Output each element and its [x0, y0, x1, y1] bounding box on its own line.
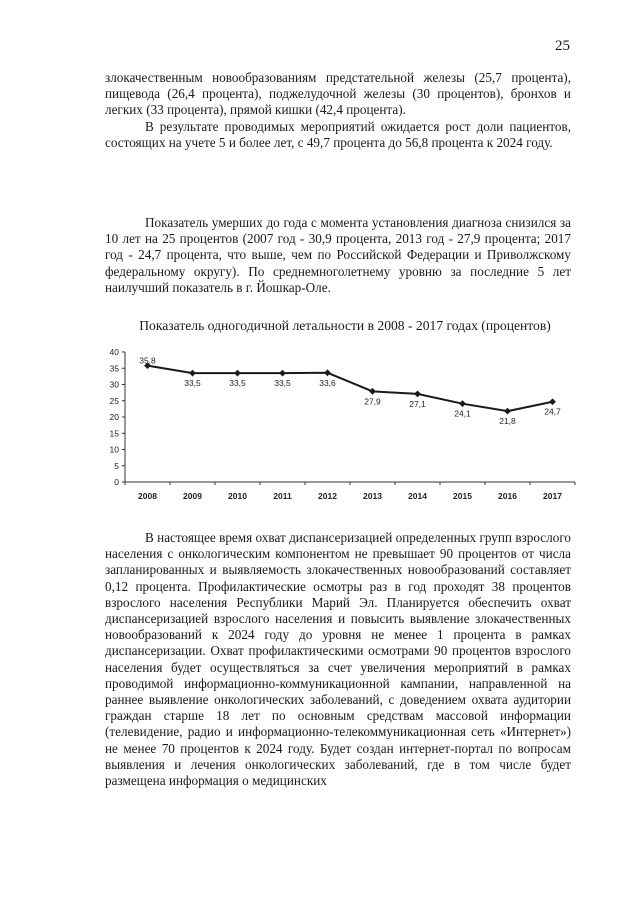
y-tick-label: 25	[109, 395, 119, 406]
data-point	[414, 391, 421, 398]
paragraph-mortality: Показатель умерших до года с момента установления диагноза снизился за 10 лет на 25 процентов (2007 год - 30,9 процента, 2013 год - 27,9 процента; 2017 год - 24,7 процента, что выше, чем по Российской Федерации и Приволжскому федеральному округу). По среднемноголетнему уровню за последние 5 лет наилучший показатель в г. Йошкар-Оле.	[105, 215, 571, 295]
data-point	[279, 370, 286, 377]
intro-block	[105, 70, 571, 151]
chart-title: Показатель одногодичной летальности в 2008 - 2017 годах (процентов)	[139, 318, 551, 333]
x-tick-label: 2015	[453, 491, 472, 501]
data-point	[549, 398, 556, 405]
x-tick-label: 2016	[498, 491, 517, 501]
data-point	[324, 369, 331, 376]
x-tick-label: 2010	[228, 491, 247, 501]
data-label: 35,8	[139, 355, 156, 366]
series-line	[148, 366, 553, 412]
screening-block	[105, 530, 571, 789]
data-label: 27,9	[364, 396, 381, 407]
data-label: 21,8	[499, 416, 516, 427]
data-point	[459, 400, 466, 407]
paragraph-expected: В результате проводимых мероприятий ожидается рост доли пациентов, состоящих на учете 5 и более лет, с 49,7 процента до 56,8 процента к 2024 году.	[105, 118, 571, 150]
y-tick-label: 20	[109, 412, 119, 422]
x-tick-label: 2011	[273, 491, 292, 501]
data-label: 33,5	[184, 378, 201, 389]
x-tick-label: 2013	[363, 491, 382, 501]
page-number: 25	[555, 38, 570, 54]
paragraph-screening: В настоящее время охват диспансеризацией определенных групп взрослого населения с онкологическим компонентом не превышает 90 процентов от числа запланированных и выявляемость злокачественных новообразований составляет 0,12 процента. Профилактические осмотры раз в год проходят 38 процентов взрослого населения Республики Марий Эл. Планируется обеспечить охват диспансеризацией взрослого населения и повысить выявление злокачественных новообразований к 2024 году до уровня не менее 1 процента в рамках диспансеризации. Охват профилактическими осмотрами 90 процентов взрослого населения будет осуществляться за счет увеличения мероприятий в рамках проводимой информационно-коммуникационной кампании, направленной на раннее выявление онкологических заболеваний, с доведением охвата аудитории граждан старше 18 лет по основным средствам массовой информации (телевидение, радио и информационно-телекоммуникационная сеть «Интернет») не менее 70 процентов к 2024 году. Будет создан интернет-портал по вопросам выявления и лечения онкологических заболеваний, где в том числе будет размещена информация о медицинских	[105, 530, 571, 789]
y-tick-label: 5	[114, 460, 119, 471]
x-tick-label: 2014	[408, 491, 427, 501]
x-tick-label: 2012	[318, 491, 337, 501]
data-point	[234, 370, 241, 377]
indicator-block	[105, 215, 571, 296]
y-tick-label: 40	[109, 347, 119, 357]
y-tick-label: 15	[109, 428, 119, 439]
chart-marks	[139, 356, 561, 427]
x-tick-label: 2017	[543, 491, 562, 501]
y-tick-label: 35	[109, 363, 119, 374]
paragraph-intro: злокачественным новообразованиям предстательной железы (25,7 процента), пищевода (26,4 процента), поджелудочной железы (30 процентов), бронхов и легких (33 процента), прямой кишки (42,4 процента).	[105, 70, 571, 118]
data-point	[369, 388, 376, 395]
x-tick-label: 2008	[138, 491, 157, 501]
data-label: 33,5	[274, 378, 291, 389]
data-point	[189, 370, 196, 377]
mortality-line-chart	[100, 340, 580, 510]
data-label: 24,7	[544, 406, 561, 417]
data-label: 33,6	[319, 377, 336, 388]
x-tick-label: 2009	[183, 491, 202, 501]
y-tick-label: 30	[109, 379, 119, 390]
data-label: 24,1	[454, 408, 471, 419]
data-label: 27,1	[409, 398, 426, 409]
y-tick-label: 10	[109, 444, 119, 455]
data-label: 33,5	[229, 378, 246, 389]
y-tick-label: 0	[114, 477, 119, 487]
data-point	[504, 408, 511, 415]
